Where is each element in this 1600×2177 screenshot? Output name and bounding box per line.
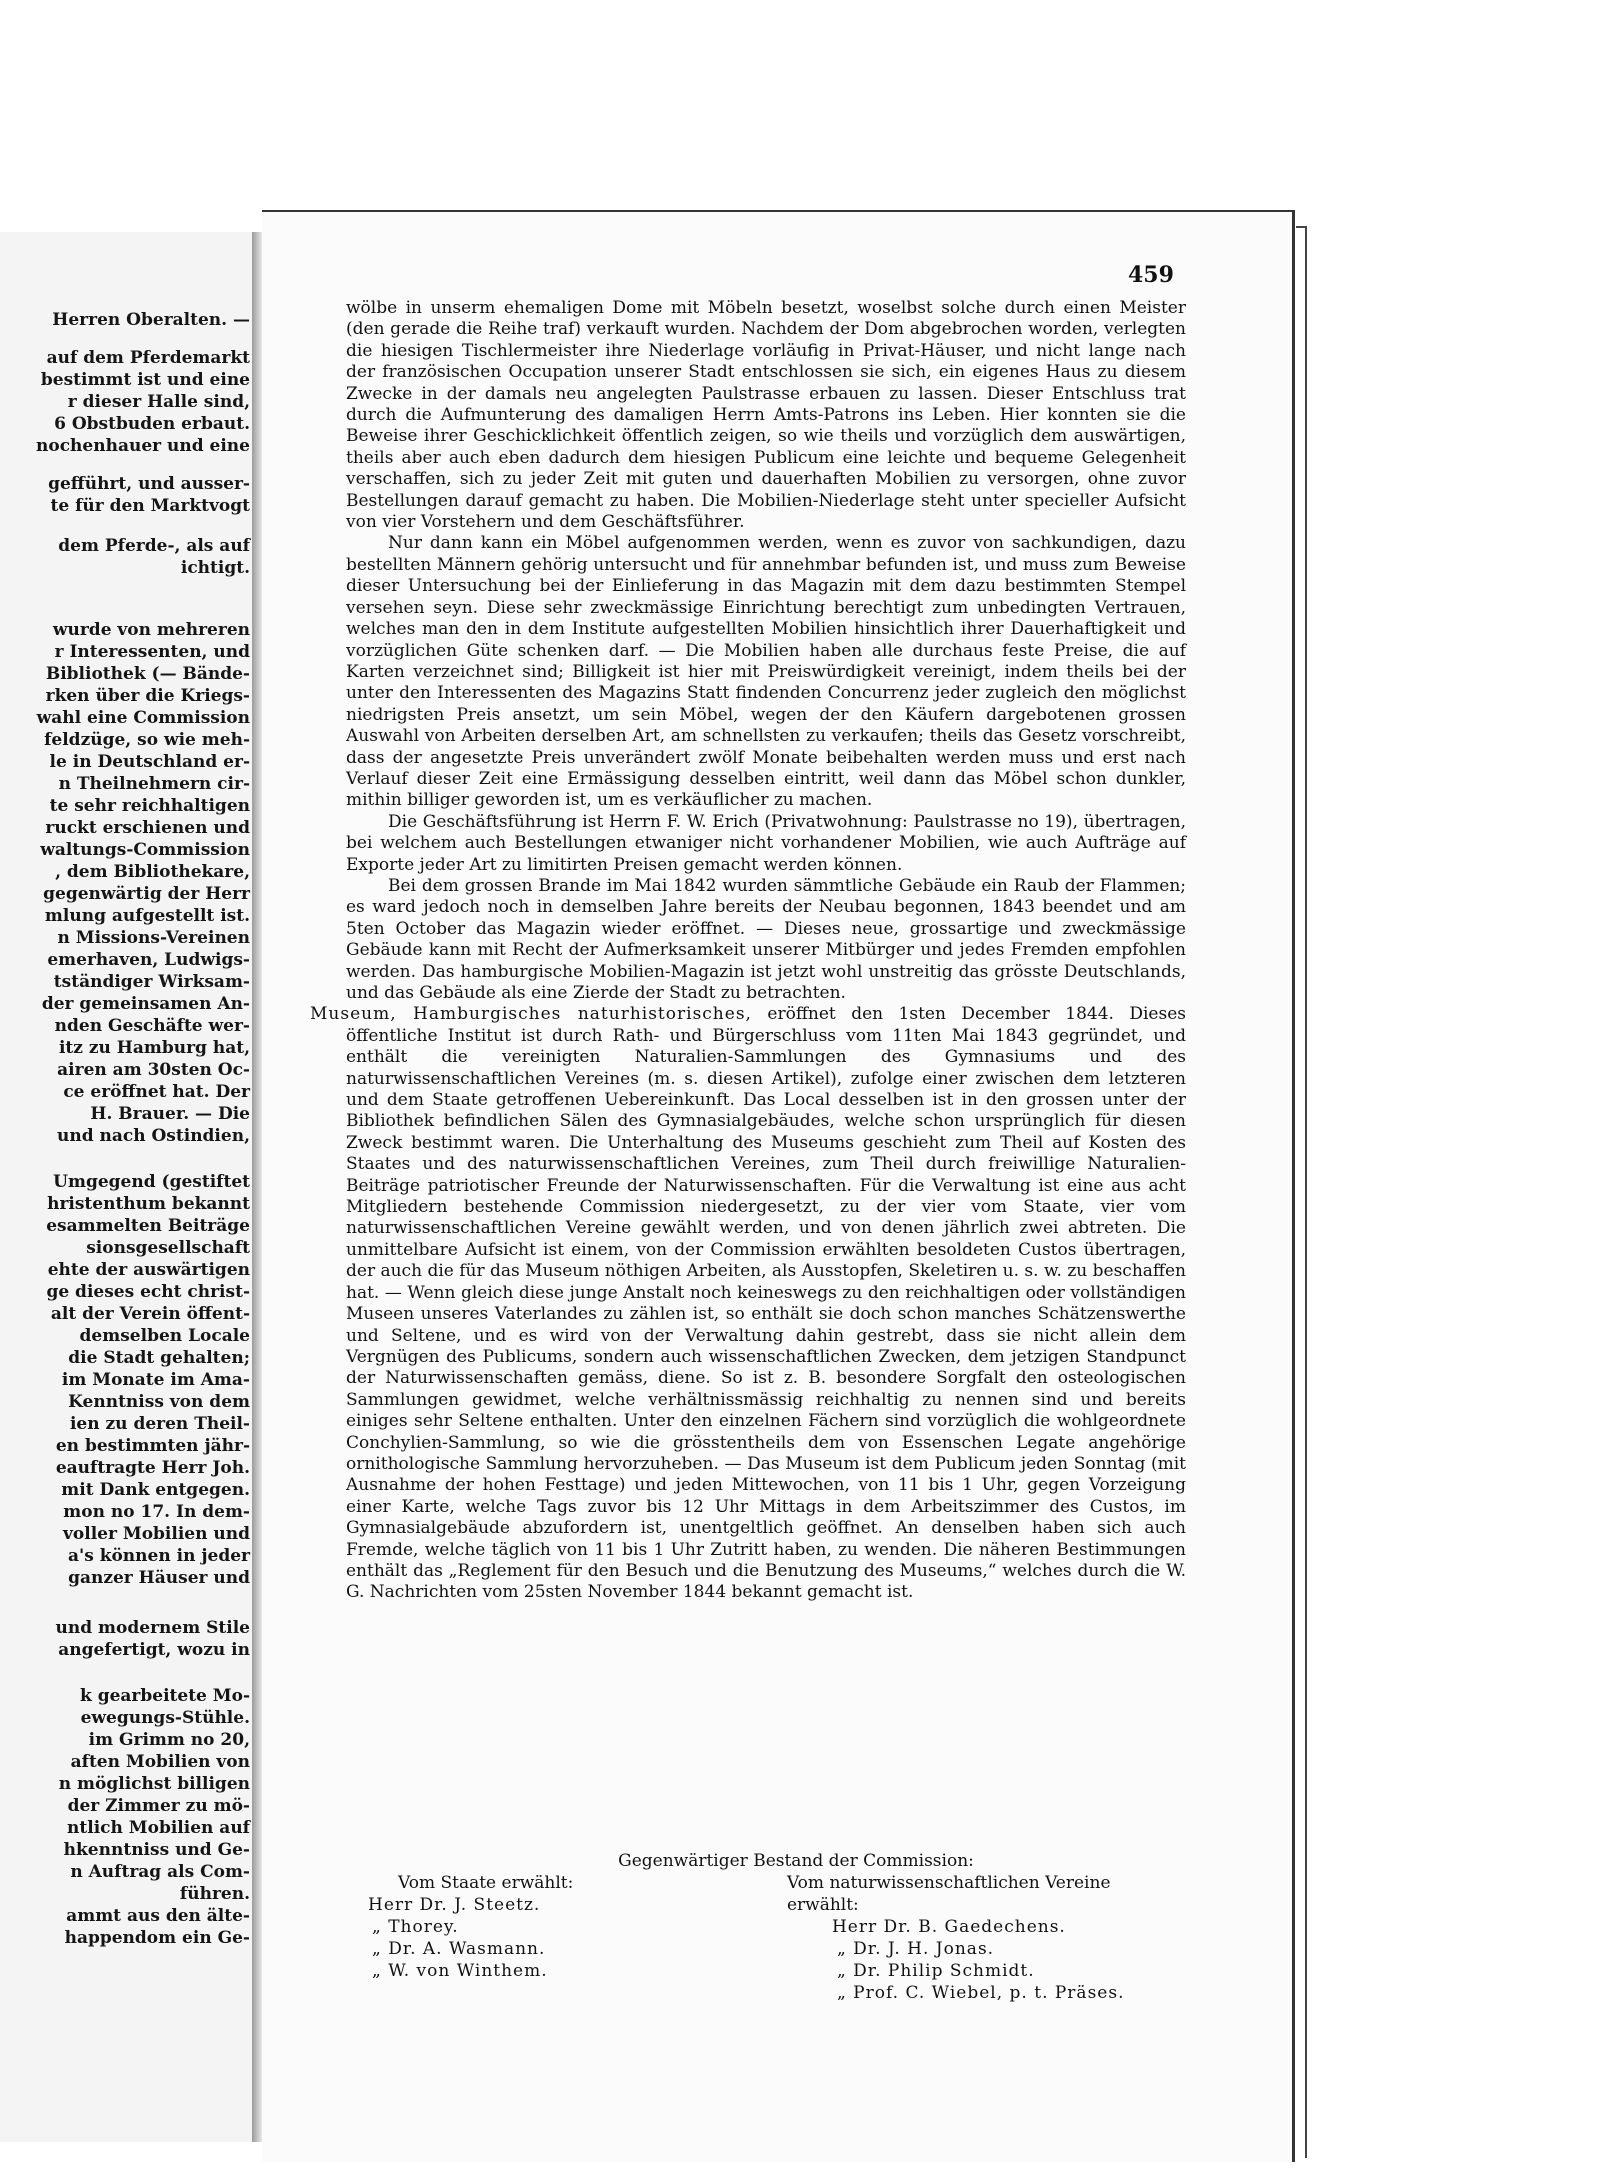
left-page-line: a's können in jeder [67, 1546, 250, 1566]
left-page-line: esammelten Beiträge [46, 1216, 250, 1236]
left-page-line: te für den Marktvogt [50, 496, 250, 516]
left-page-line: ganzer Häuser und [68, 1568, 250, 1588]
entry-text: eröffnet den 1sten December 1844. Dieses öffentliche Institut ist durch Rath- und Bürgerschluss vom 11ten Mai 1843 gegründet, und enthält die vereinigten Naturalien-Sammlungen des Gymnasiums und des naturwissenschaftlichen Vereines (m. s. diesen Artikel), zufolge einer zwischen dem letzteren und dem Staate getroffenen Uebereinkunft. Das Local desselben ist in den grossen unter der Bibliothek befindlichen Sälen des Gymnasialgebäudes, welche schon ursprünglich für diesen Zweck bestimmt waren. Die Unterhaltung des Museums geschieht zum Theil auf Kosten des Staates und des naturwissenschaftlichen Vereines, zum Theil durch freiwillige Naturalien-Beiträge patriotischer Freunde der Naturwissenschaften. Für die Verwaltung ist eine aus acht Mitgliedern bestehende Commission niedergesetzt, zu der vier vom Staate, vier vom naturwissenschaftlichen Vereine gewählt werden, und von denen jährlich zwei abtreten. Die unmittelbare Aufsicht ist einem, von der Commission erwählten besoldeten Custos übertragen, der auch die für das Museum nöthigen Arbeiten, als Ausstopfen, Skeletiren u. s. w. zu beschaffen hat. — Wenn gleich diese junge Anstalt noch keineswegs zu den reichhaltigen oder vollständigen Museen unseres Vaterlandes zu zählen ist, so enthält sie doch schon manches Schätzenswerthe und Seltene, und es wird von der Verwaltung dahin gestrebt, dass sie nicht allein dem Vergnügen des Publicums, sondern auch wissenschaftlichen Zwecken, dem jetzigen Standpunct der Naturwissenschaften gemäss, diene. So ist z. B. besondere Sorgfalt den osteologischen Sammlungen gewidmet, welche verhältnissmässig reichhaltig zu nennen sind und bereits einiges sehr Seltene enthalten. Unter den einzelnen Fächern sind vorzüglich die wohlgeordnete Conchylien-Sammlung, so wie die grösstentheils dem von Essenschen Legate angehörige ornithologische Sammlung hervorzuheben. — Das Museum ist dem Publicum jeden Sonntag (mit Ausnahme der hohen Festtage) und jeden Mittewochen, von 11 bis 1 Uhr, gegen Vorzeigung einer Karte, welche Tags zuvor bis 12 Uhr Mittags in dem Arbeitszimmer des Custos, im Gymnasialgebäude abzufordern ist, unentgeltlich geöffnet. An denselben haben sich auch Fremde, welche täglich von 11 bis 1 Uhr Zutritt haben, zu wenden. Die näheren Bestimmungen enthält das „Reglement für den Besuch und die Benutzung des Museums,“ welches durch die W. G. Nachrichten vom 25sten November 1844 bekannt gemacht ist. [346, 1004, 1186, 1603]
left-page-line: r dieser Halle sind, [67, 392, 250, 412]
left-page-line: und modernem Stile [55, 1618, 250, 1638]
member: „ Dr. Philip Schmidt. [836, 1961, 1035, 1981]
left-page-line: hkenntniss und Ge- [63, 1840, 250, 1860]
left-page-line: Umgegend (gestiftet [53, 1172, 250, 1192]
left-page-line: happendom ein Ge- [64, 1928, 250, 1948]
museum-entry [310, 1004, 1186, 1603]
left-page-line: mit Dank entgegen. [61, 1480, 250, 1500]
member: „ Dr. J. H. Jonas. [836, 1939, 995, 1959]
left-page-line: der Zimmer zu mö- [67, 1796, 250, 1816]
left-page-line: n möglichst billigen [58, 1774, 250, 1794]
paragraph: wölbe in unserm ehemaligen Dome mit Möbeln besetzt, woselbst solche durch einen Meister (den gerade die Reihe traf) verkauft wurden. Nachdem der Dom abgebrochen worden, verlegten die hiesigen Tischlermeister ihre Niederlage vorläufig in Privat-Häuser, und nicht lange nach der französischen Occupation unserer Stadt entschlossen sie sich, ein eigenes Haus zu diesem Zwecke in der damals neu angelegten Paulstrasse erbauen zu lassen. Dieser Entschluss trat durch die Aufmunterung des damaligen Herrn Amts-Patrons ins Leben. Hier konnten sie die Beweise ihrer Geschicklichkeit öffentlich zeigen, so wie theils und vorzüglich dem auswärtigen, theils aber auch eben dadurch dem hiesigen Publicum eine leichte und bequeme Gelegenheit verschaffen, sich zu jeder Zeit mit guten und dauerhaften Mobilien zu versorgen, ohne zuvor Bestellungen darauf gemacht zu haben. Die Mobilien-Niederlage steht unter specieller Aufsicht von vier Vorstehern und dem Geschäftsführer. [346, 298, 1186, 533]
left-page-line: eauftragte Herr Joh. [55, 1458, 250, 1478]
left-page-line: gefführt, und ausser- [48, 474, 250, 494]
book-gutter [252, 232, 262, 2142]
society-heading: Vom naturwissenschaftlichen Vereine erwählt: [786, 1873, 1111, 1915]
left-page [0, 232, 255, 2142]
left-page-line: sionsgesellschaft [86, 1238, 250, 1258]
left-page-line: wurde von mehreren [52, 620, 250, 640]
left-page-line: im Monate im Ama- [61, 1370, 250, 1390]
left-page-line: nden Geschäfte wer- [54, 1016, 250, 1036]
left-page-line: 6 Obstbuden erbaut. [54, 414, 250, 434]
left-page-line: le in Deutschland er- [49, 752, 250, 772]
left-page-line: ien zu deren Theil- [69, 1414, 250, 1434]
left-page-line: ge dieses echt christ- [46, 1282, 250, 1302]
left-page-line: feldzüge, so wie meh- [44, 730, 250, 750]
member: „ W. von Winthem. [372, 1961, 548, 1981]
left-page-line: emerhaven, Ludwigs- [47, 950, 250, 970]
left-page-line: tständiger Wirksam- [53, 972, 250, 992]
left-page-line: k gearbeitete Mo- [80, 1686, 250, 1706]
left-page-line: und nach Ostindien, [56, 1126, 250, 1146]
left-page-line: voller Mobilien und [63, 1524, 250, 1544]
left-page-line: ichtigt. [180, 558, 250, 578]
left-page-line: wahl eine Commission [36, 708, 250, 728]
left-page-line: itz zu Hamburg hat, [58, 1038, 250, 1058]
member: Herr Dr. J. Steetz. [368, 1895, 541, 1915]
paragraph: Die Geschäftsführung ist Herrn F. W. Erich (Privatwohnung: Paulstrasse no 19), übertragen, bei welchem auch Bestellungen etwaniger nicht vorhandener Mobilien, wie auch Aufträge auf Exporte jeder Art zu limitirten Preisen gemacht werden können. [346, 811, 1186, 875]
left-page-line: der gemeinsamen An- [41, 994, 250, 1014]
state-column [346, 1872, 787, 2004]
left-page-line: r Interessenten, und [54, 642, 250, 662]
left-page-line: H. Brauer. — Die [90, 1104, 250, 1124]
commission-list [346, 1850, 1186, 2004]
member: „ Dr. A. Wasmann. [372, 1939, 546, 1959]
left-page-line: Kenntniss von dem [68, 1392, 250, 1412]
left-page-line: n Theilnehmern cir- [58, 774, 250, 794]
left-page-line: angefertigt, wozu in [58, 1640, 250, 1660]
left-page-line: Bibliothek (— Bände- [45, 664, 250, 684]
left-page-line: , dem Bibliothekare, [55, 862, 250, 882]
page-number: 459 [1128, 262, 1174, 288]
entry-heading: Museum, Hamburgisches naturhistorisches, [310, 1004, 752, 1025]
society-column [787, 1872, 1186, 2004]
member: „ Prof. C. Wiebel, p. t. Präses. [836, 1983, 1125, 2003]
paragraph: Bei dem grossen Brande im Mai 1842 wurden sämmtliche Gebäude ein Raub der Flammen; es ward jedoch noch in demselben Jahre bereits der Neubau begonnen, 1843 beendet und am 5ten October das Magazin wieder eröffnet. — Dieses neue, grossartige und zweckmässige Gebäude kann mit Recht der Aufmerksamkeit unserer Mitbürger und jedes Fremden empfohlen werden. Das hamburgische Mobilien-Magazin ist jetzt wohl unstreitig das grösste Deutschlands, und das Gebäude als eine Zierde der Stadt zu betrachten. [346, 875, 1186, 1003]
left-page-line: ce eröffnet hat. Der [63, 1082, 250, 1102]
state-heading: Vom Staate erwählt: [398, 1873, 574, 1893]
left-page-line: Herren Oberalten. — [52, 310, 250, 330]
left-page-line: mlung aufgestellt ist. [44, 906, 250, 926]
member: Herr Dr. B. Gaedechens. [831, 1917, 1066, 1937]
left-page-line: waltungs-Commission [40, 840, 250, 860]
left-page-line: rken über die Kriegs- [45, 686, 250, 706]
left-page-line: ehte der auswärtigen [47, 1260, 250, 1280]
left-page-line: führen. [179, 1884, 250, 1904]
left-page-line: auf dem Pferdemarkt [46, 348, 250, 368]
left-page-line: im Grimm no 20, [88, 1730, 250, 1750]
paragraph: Nur dann kann ein Möbel aufgenommen werden, wenn es zuvor von sachkundigen, dazu bestellten Männern gehörig untersucht und für annehmbar befunden ist, und muss zum Beweise dieser Untersuchung bei der Einlieferung in das Magazin mit dem dazu bestimmten Stempel versehen seyn. Diese sehr zweckmässige Einrichtung berechtigt zum unbedingten Vertrauen, welches man den in dem Institute aufgestellten Mobilien hinsichtlich ihrer Dauerhaftigkeit und vorzüglichen Güte schenken darf. — Die Mobilien haben alle durchaus feste Preise, die auf Karten verzeichnet sind; Billigkeit ist hier mit Preiswürdigkeit vereinigt, indem theils bei der unter den Interessenten des Magazins Statt findenden Concurrenz jeder zugleich den möglichst niedrigsten Preis ansetzt, um sein Möbel, wegen der den Käufern dargebotenen grossen Auswahl von Arbeiten derselben Art, am schnellsten zu verkaufen; theils das Gesetz vorschreibt, dass der angesetzte Preis unverändert zwölf Monate beibehalten werden muss und erst nach Verlauf dieser Zeit eine Ermässigung desselben eintritt, weil dann das Möbel schon dunkler, mithin billiger geworden ist, um es verkäuflicher zu machen. [346, 533, 1186, 811]
left-page-line: mon no 17. In dem- [63, 1502, 250, 1522]
left-page-line: aften Mobilien von [70, 1752, 250, 1772]
left-page-line: ammt aus den älte- [66, 1906, 250, 1926]
member: „ Thorey. [372, 1917, 459, 1937]
left-page-line: bestimmt ist und eine [40, 370, 250, 390]
left-page-line: te sehr reichhaltigen [49, 796, 250, 816]
left-page-line: ewegungs-Stühle. [80, 1708, 250, 1728]
left-page-line: n Missions-Vereinen [57, 928, 250, 948]
left-page-line: nochenhauer und eine [36, 436, 250, 456]
left-page-line: en bestimmten jähr- [55, 1436, 250, 1456]
commission-title: Gegenwärtiger Bestand der Commission: [618, 1851, 974, 1871]
left-page-line: dem Pferde-, als auf [58, 536, 250, 556]
main-text [310, 298, 1186, 1604]
left-page-line: die Stadt gehalten; [68, 1348, 250, 1368]
left-page-line: n Auftrag als Com- [70, 1862, 250, 1882]
left-page-line: airen am 30sten Oc- [57, 1060, 250, 1080]
left-page-line: gegenwärtig der Herr [43, 884, 250, 904]
left-page-line: ruckt erschienen und [45, 818, 250, 838]
left-page-line: alt der Verein öffent- [50, 1304, 250, 1324]
left-page-line: ntlich Mobilien auf [67, 1818, 250, 1838]
left-page-line: demselben Locale [79, 1326, 250, 1346]
left-page-line: hristenthum bekannt [47, 1194, 250, 1214]
page-edge [1296, 226, 1307, 2158]
